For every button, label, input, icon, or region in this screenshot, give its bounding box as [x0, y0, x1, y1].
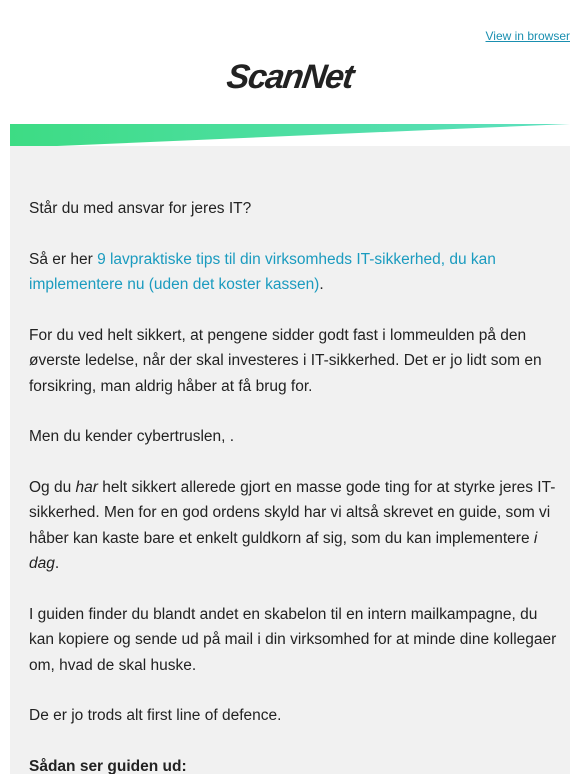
guide-emphasis-har: har — [75, 478, 98, 496]
guide-emphasis-idag: i dag — [29, 529, 538, 572]
guide-text-c: . — [54, 555, 60, 572]
paragraph-defence: De er jo trods alt first line of defence. — [29, 707, 282, 724]
guide-text-b: helt sikkert allerede gjort en masse gode ting for at styrke jeres IT-sikkerhed. Men for en god ordens skyld har vi altså skrevet en guide, som vi håber kan kaste bare et enkelt guldkorn af sig, som du kan implementere — [29, 478, 556, 547]
scannet-logo — [0, 58, 580, 97]
paragraph-template: I guiden finder du blandt andet en skabelon til en intern mailkampagne, du kan kopiere og sende ud på mail i din virksomhed for at minde dine kollegaer om, hvad de skal huske. — [29, 605, 557, 674]
guide-text-a: Og du — [29, 478, 76, 496]
view-in-browser-link[interactable]: View in browser — [485, 29, 570, 43]
guide-heading: Sådan ser guiden ud: — [29, 757, 187, 774]
green-accent-banner — [10, 124, 570, 148]
email-content-panel — [10, 146, 570, 774]
tips-prefix: Så er her — [29, 250, 98, 268]
paragraph-budget: For du ved helt sikkert, at pengene sidder godt fast i lommeulden på den øverste ledelse, når der skal investeres i IT-sikkerhed. Det er jo lidt som en forsikring, man aldrig håber at få brug for. — [29, 326, 542, 395]
paragraph-cyberthreat: Men du kender cybertruslen, . — [29, 428, 235, 445]
paragraph-question: Står du med ansvar for jeres IT? — [29, 200, 252, 217]
paragraph-guide — [29, 475, 559, 577]
logo-text: ScanNet — [224, 58, 356, 96]
email-body — [29, 196, 559, 774]
tips-suffix: . — [319, 276, 324, 293]
paragraph-guide-heading — [29, 754, 559, 774]
paragraph-tips-intro — [29, 247, 559, 298]
tips-guide-link[interactable]: 9 lavpraktiske tips til din virksomheds IT-sikkerhed, du kan implementere nu (uden det koster kassen) — [29, 250, 496, 293]
